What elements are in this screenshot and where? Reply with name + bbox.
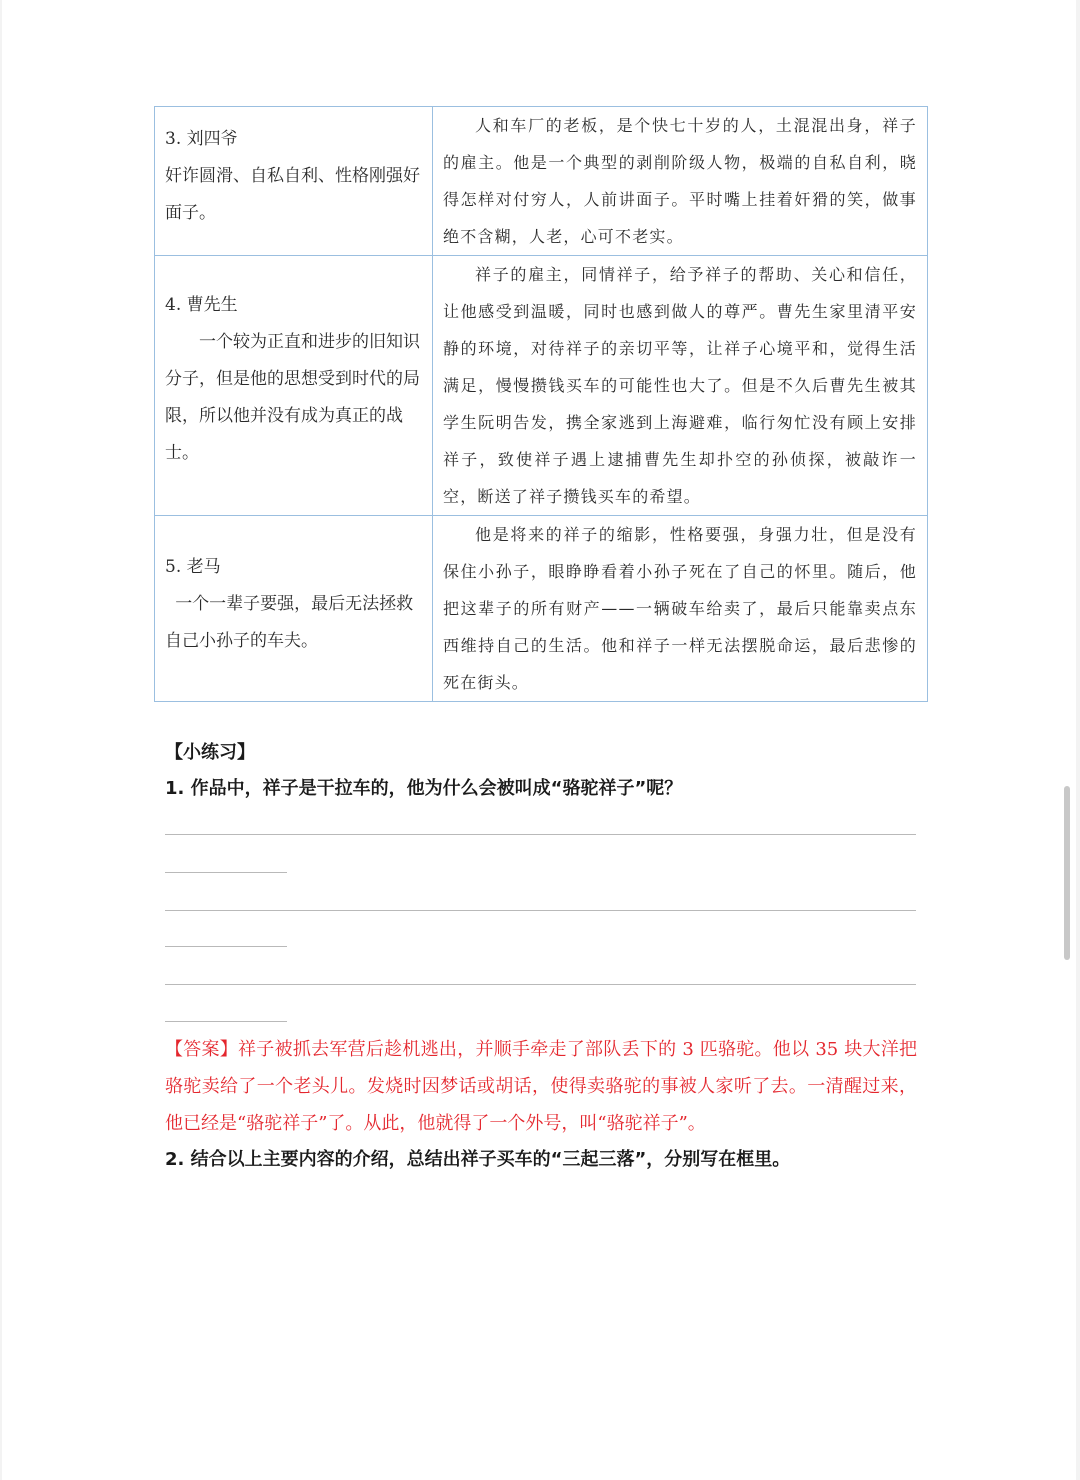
character-table — [154, 106, 928, 702]
character-description: 人和车厂的老板，是个快七十岁的人，土混混出身，祥子的雇主。他是一个典型的剥削阶级人物，极端的自私自利，晓得怎样对付穷人，人前讲面子。平时嘴上挂着奸猾的笑，做事绝不含糊，人老，心可不老实。 — [443, 116, 917, 246]
character-name-cell — [155, 256, 433, 516]
answer-line[interactable] — [165, 1021, 287, 1022]
character-summary: 一个较为正直和进步的旧知识分子，但是他的思想受到时代的局限，所以他并没有成为真正的战士。 — [165, 332, 420, 463]
question-2: 2. 结合以上主要内容的介绍，总结出祥子买车的“三起三落”，分别写在框里。 — [165, 1149, 791, 1170]
answer-line[interactable] — [165, 910, 916, 911]
answer-line[interactable] — [165, 946, 287, 947]
character-description-cell — [433, 516, 928, 702]
character-description-cell — [433, 107, 928, 256]
character-summary: 奸诈圆滑、自私自利、性格刚强好面子。 — [165, 166, 420, 223]
practice-heading: 【小练习】 — [165, 742, 255, 763]
character-summary: 一个一辈子要强，最后无法拯救自己小孙子的车夫。 — [165, 594, 414, 651]
table-row-caoxiansheng — [155, 256, 928, 516]
question-1: 1. 作品中，祥子是干拉车的，他为什么会被叫成“骆驼祥子”呢？ — [165, 778, 683, 799]
character-description: 他是将来的祥子的缩影，性格要强，身强力壮，但是没有保住小孙子，眼睁睁看着小孙子死在了自己的怀里。随后，他把这辈子的所有财产——一辆破车给卖了，最后只能靠卖点东西维持自己的生活。他和祥子一样无法摆脱命运，最后悲惨的死在街头。 — [443, 525, 917, 692]
answer-text: 【答案】祥子被抓去军营后趁机逃出，并顺手牵走了部队丢下的 3 匹骆驼。他以 35 块大洋把骆驼卖给了一个老头儿。发烧时因梦话或胡话，使得卖骆驼的事被人家听了去。一清醒过来，他已经是“骆驼祥子”了。从此，他就得了一个外号，叫“骆驼祥子”。 — [165, 1039, 917, 1134]
character-name-cell — [155, 107, 433, 256]
character-description: 祥子的雇主，同情祥子，给予祥子的帮助、关心和信任，让他感受到温暖，同时也感到做人的尊严。曹先生家里清平安静的环境，对待祥子的亲切平等，让祥子心境平和，觉得生活满足，慢慢攒钱买车的可能性也大了。但是不久后曹先生被其学生阮明告发，携全家逃到上海避难，临行匆忙没有顾上安排祥子，致使祥子遇上逮捕曹先生却扑空的孙侦探，被敲诈一空，断送了祥子攒钱买车的希望。 — [443, 265, 917, 506]
document-page — [2, 0, 1076, 1480]
character-name: 4. 曹先生 — [165, 295, 238, 315]
character-name: 3. 刘四爷 — [165, 129, 238, 149]
character-name: 5. 老马 — [165, 557, 221, 577]
answer-line[interactable] — [165, 984, 916, 985]
table-row-liusiye — [155, 107, 928, 256]
character-description-cell — [433, 256, 928, 516]
answer-line[interactable] — [165, 872, 287, 873]
vertical-scrollbar[interactable] — [1064, 786, 1070, 960]
answer-line[interactable] — [165, 834, 916, 835]
character-name-cell — [155, 516, 433, 702]
table-row-laoma — [155, 516, 928, 702]
